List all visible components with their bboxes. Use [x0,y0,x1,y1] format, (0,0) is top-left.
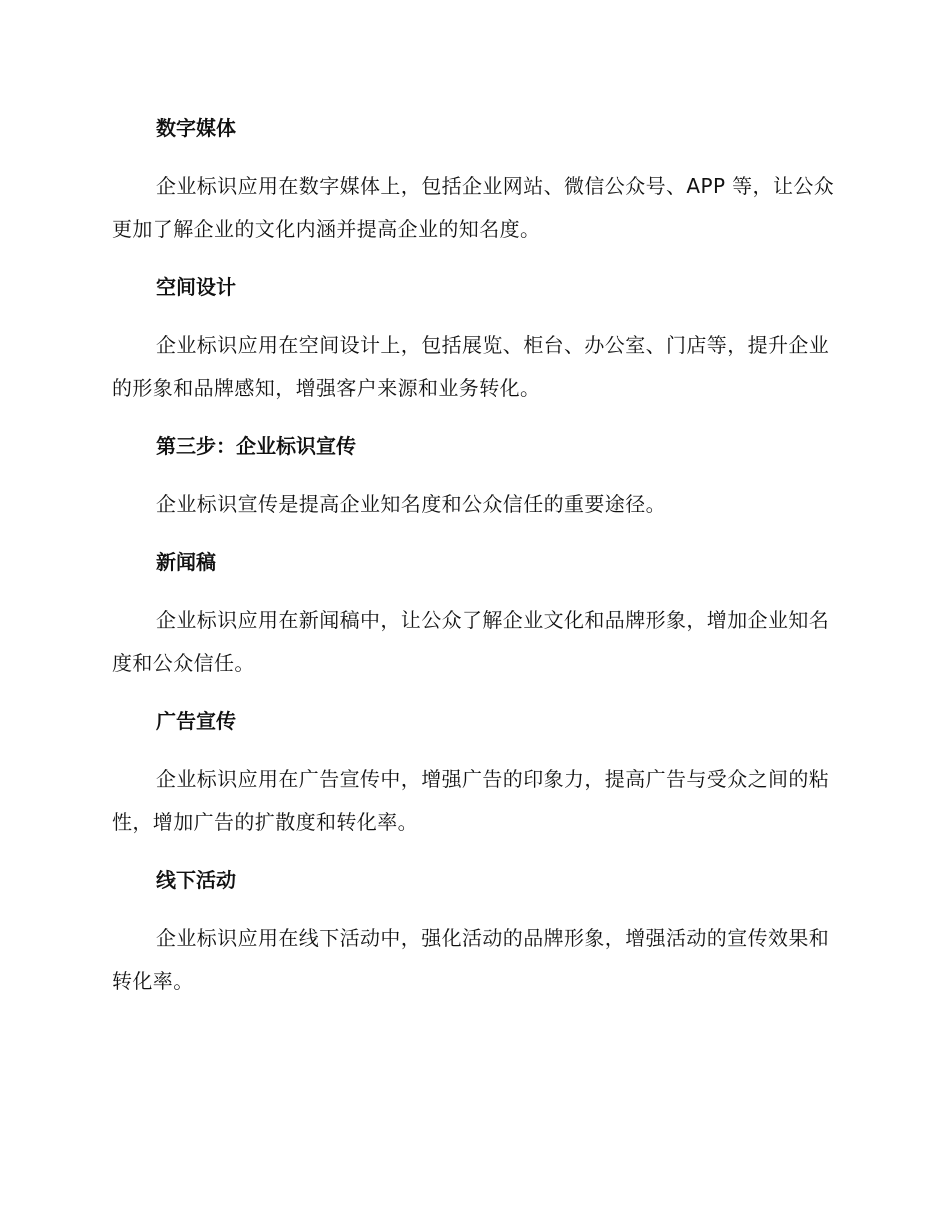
section-heading-press-release: 新闻稿 [156,550,216,574]
section-body-press-release: 企业标识应用在新闻稿中，让公众了解企业文化和品牌形象，增加企业知名度和公众信任。 [112,608,830,675]
section-heading-step-three: 第三步：企业标识宣传 [156,434,356,458]
section-body-digital-media: 企业标识应用在数字媒体上，包括企业网站、微信公众号、APP 等，让公众更加了解企业的文化内涵并提高企业的知名度。 [112,174,835,241]
section-heading-space-design: 空间设计 [156,275,236,299]
section-body-offline-events: 企业标识应用在线下活动中，强化活动的品牌形象，增强活动的宣传效果和转化率。 [112,926,830,993]
section-body-step-three: 企业标识宣传是提高企业知名度和公众信任的重要途径。 [156,492,666,516]
section-heading-digital-media: 数字媒体 [156,116,236,140]
section-body-advertising: 企业标识应用在广告宣传中，增强广告的印象力，提高广告与受众之间的粘性，增加广告的扩散度和转化率。 [112,767,830,834]
section-body-space-design: 企业标识应用在空间设计上，包括展览、柜台、办公室、门店等，提升企业的形象和品牌感知，增强客户来源和业务转化。 [112,333,830,400]
section-heading-offline-events: 线下活动 [156,868,236,892]
section-heading-advertising: 广告宣传 [156,709,236,733]
